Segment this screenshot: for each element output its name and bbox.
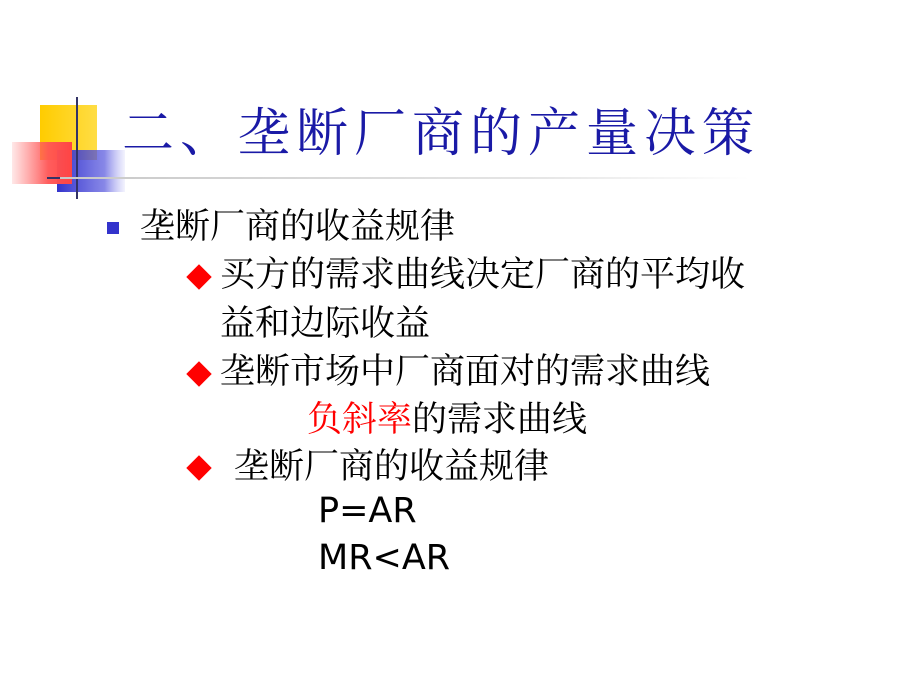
item2-line1: 垄断市场中厂商面对的需求曲线 bbox=[220, 352, 711, 392]
formula-marginal-revenue: MR<AR bbox=[318, 538, 451, 578]
diamond-bullet-icon bbox=[186, 361, 211, 386]
title-underline bbox=[60, 177, 750, 179]
square-bullet-icon bbox=[107, 222, 119, 234]
item2-line2-rest: 的需求曲线 bbox=[412, 400, 588, 440]
item1-line2: 益和边际收益 bbox=[220, 304, 431, 344]
diamond-bullet-icon bbox=[186, 264, 211, 289]
level1-text: 垄断厂商的收益规律 bbox=[140, 207, 456, 247]
diamond-bullet-icon bbox=[186, 455, 211, 480]
item1-line1: 买方的需求曲线决定厂商的平均收 bbox=[220, 255, 746, 295]
item3-line1: 垄断厂商的收益规律 bbox=[234, 447, 550, 487]
slide-title: 二、垄断厂商的产量决策 bbox=[122, 104, 761, 164]
item2-line2 bbox=[307, 400, 588, 440]
formula-price-avg-revenue: P=AR bbox=[318, 491, 417, 531]
highlight-text: 负斜率 bbox=[307, 400, 413, 440]
corner-decoration bbox=[0, 0, 130, 220]
